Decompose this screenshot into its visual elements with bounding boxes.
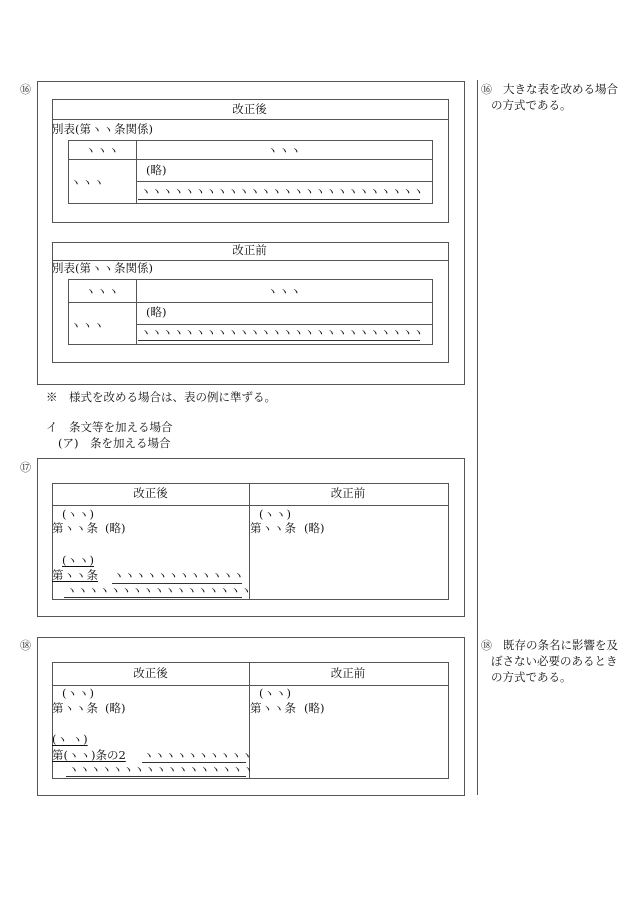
added-marks: ヽヽヽヽヽヽヽヽヽヽヽヽヽヽヽヽヽ (66, 583, 252, 597)
added-article-number: 第(ヽヽ)条の2 (52, 748, 126, 762)
note-18-line-3: の方式である。 (491, 670, 572, 684)
added-article-caption: (ヽ ヽ) (52, 732, 88, 746)
added-marks: ヽヽヽヽヽヽヽヽヽヽヽヽヽヽヽヽヽ (68, 762, 254, 776)
amended-header: 改正後 (133, 486, 168, 500)
inner-table-row-divider (68, 159, 432, 160)
note-16-number: ⑯ (481, 83, 492, 96)
omitted-text: (略) (105, 701, 126, 715)
amended-header: 改正後 (232, 102, 267, 116)
added-marks: ヽヽヽヽヽヽヽヽヽヽヽヽ (113, 568, 244, 582)
article-number: 第ヽヽ条 (52, 701, 98, 715)
omitted-text: (略) (304, 701, 325, 715)
section-18-number: ⑱ (20, 639, 31, 652)
inner-row-divider (136, 181, 432, 182)
article-number: 第ヽヽ条 (52, 521, 98, 535)
article-number: 第ヽヽ条 (250, 521, 296, 535)
article-caption: (ヽヽ) (259, 686, 291, 700)
heading-b: (ア) 条を加える場合 (58, 436, 171, 450)
added-article-number: 第ヽヽ条 (52, 568, 98, 582)
note-16-line-1: 大きな表を改める場合 (503, 82, 618, 96)
omitted-text: (略) (304, 521, 325, 535)
col2-header: ヽヽヽ (266, 284, 302, 298)
original-header: 改正前 (330, 486, 366, 500)
original-header: 改正前 (330, 666, 366, 680)
comparison-header-divider (52, 685, 448, 686)
note-18-line-2: ぼさない必要のあるとき (491, 654, 618, 668)
heading-a: イ 条文等を加える場合 (46, 420, 173, 434)
comparison-header-divider (52, 505, 448, 506)
table-caption: 別表(第ヽヽ条関係) (52, 261, 153, 275)
remark-text: ※ 様式を改める場合は、表の例に準ずる。 (46, 390, 276, 404)
addition-underline (66, 776, 246, 777)
section-16-number: ⑯ (20, 83, 31, 96)
article-caption: (ヽヽ) (62, 507, 94, 521)
addition-underline (138, 340, 420, 341)
col1-header: ヽヽヽ (84, 284, 120, 298)
col2-header: ヽヽヽ (266, 143, 302, 157)
underlined-marks: ヽヽヽヽヽヽヽヽヽヽヽヽヽヽヽヽヽヽヽヽヽヽヽヽヽヽ (140, 184, 424, 198)
header-divider (52, 119, 448, 120)
omitted-text: (略) (146, 163, 167, 177)
row-label: ヽヽヽ (70, 175, 105, 189)
amended-header: 改正後 (133, 666, 168, 680)
table-caption: 別表(第ヽヽ条関係) (52, 122, 153, 136)
article-caption: (ヽヽ) (62, 686, 94, 700)
article-number: 第ヽヽ条 (250, 701, 296, 715)
note-18-number: ⑱ (481, 639, 492, 652)
inner-table-row-divider (68, 302, 432, 303)
underlined-marks: ヽヽヽヽヽヽヽヽヽヽヽヽヽヽヽヽヽヽヽヽヽヽヽヽヽヽ (140, 325, 424, 339)
original-header: 改正前 (232, 243, 267, 257)
added-marks: ヽヽヽヽヽヽヽヽヽヽ (143, 748, 252, 762)
added-article-caption: (ヽヽ) (62, 553, 94, 567)
omitted-text: (略) (105, 521, 126, 535)
comparison-col-divider (249, 483, 250, 599)
side-column-rule (477, 80, 478, 795)
col1-header: ヽヽヽ (84, 143, 120, 157)
row-label: ヽヽヽ (70, 318, 105, 332)
note-18-line-1: 既存の条名に影響を及 (503, 638, 618, 652)
addition-underline (64, 597, 242, 598)
article-caption: (ヽヽ) (259, 507, 291, 521)
section-17-number: ⑰ (20, 461, 31, 474)
omitted-text: (略) (146, 305, 167, 319)
addition-underline (138, 199, 420, 200)
note-16-line-2: の方式である。 (491, 98, 572, 112)
